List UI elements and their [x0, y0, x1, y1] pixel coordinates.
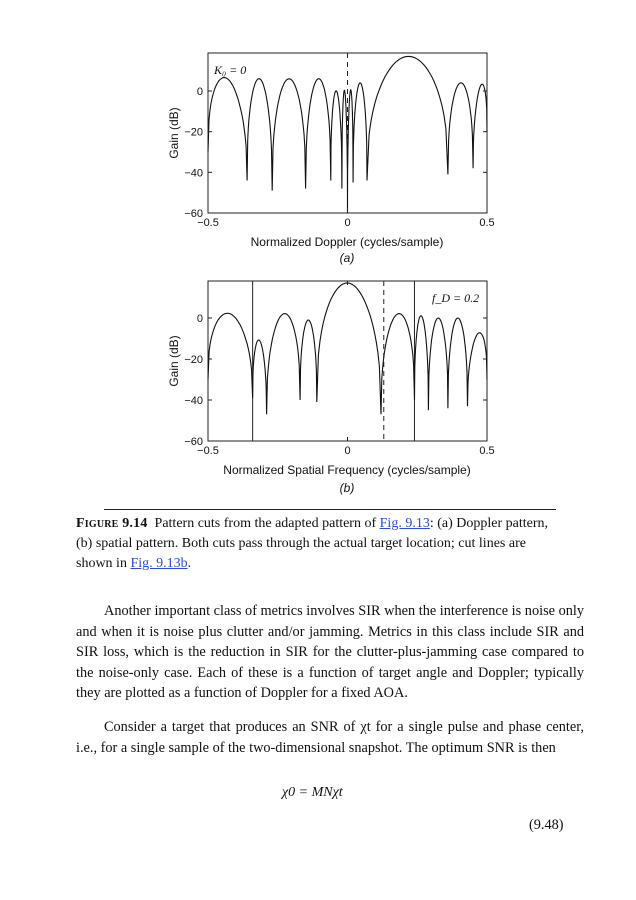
body-paragraph-2: Consider a target that produces an SNR of χt for a single pulse and phase center, i.e., for a single sample of the two-dimensional snapshot. The optimum SNR is then — [76, 719, 584, 756]
panel-label-b: (b) — [339, 481, 355, 495]
caption-text-1: Pattern cuts from the adapted pattern of — [147, 516, 380, 531]
x-axis-label-b: Normalized Spatial Frequency (cycles/sample) — [223, 463, 471, 477]
y-tick-label: −20 — [184, 354, 203, 366]
x-axis-label-a: Normalized Doppler (cycles/sample) — [250, 235, 444, 249]
x-tick-label: 0.5 — [479, 217, 495, 229]
y-tick-label: −40 — [184, 167, 203, 180]
y-tick-label: 0 — [196, 313, 203, 325]
y-tick-label: −40 — [184, 395, 203, 407]
caption-text-2: : (a) Doppler pattern, (b) spatial pattern. Both cuts pass through the actual target location; cut lines are shown in — [76, 516, 549, 571]
y-axis-label-b: Gain (dB) — [167, 335, 181, 387]
x-tick-label: −0.5 — [197, 217, 219, 229]
caption-text-3: . — [187, 556, 192, 571]
x-tick-label: 0 — [344, 445, 351, 457]
equation-number: (9.48) — [529, 817, 564, 833]
x-tick-label: 0.5 — [479, 445, 495, 457]
figure-label: Figure 9.14 — [76, 516, 148, 531]
y-tick-label: −60 — [184, 208, 203, 220]
y-tick-label: 0 — [196, 86, 203, 98]
annotation-fd: f_D = 0.2 — [432, 291, 480, 305]
x-tick-label: −0.5 — [197, 445, 219, 457]
x-tick-label: 0 — [344, 217, 351, 229]
link-fig-9-13b[interactable]: Fig. 9.13b — [130, 556, 188, 571]
y-axis-label-a: Gain (dB) — [167, 107, 181, 159]
equation-9-48: χ0 = MNχt — [282, 785, 343, 800]
chart-panel-a — [167, 53, 495, 265]
y-tick-label: −20 — [184, 126, 203, 139]
annotation-k0: K₀ = 0 — [214, 63, 247, 77]
body-paragraph-1: Another important class of metrics involves SIR when the interference is noise only and when it is noise plus clutter and/or jamming. Metrics in this class include SIR and SIR loss, which is the reduction in SIR for the clutter-plus-jamming case compared to the noise-only case. Each of these is a function of target angle and Doppler; typically they are plotted as a function of Doppler for a fixed AOA. — [76, 603, 584, 702]
link-fig-9-13[interactable]: Fig. 9.13 — [379, 516, 430, 531]
chart-panel-b — [167, 281, 495, 495]
figure-caption — [76, 514, 560, 574]
panel-label-a: (a) — [339, 251, 355, 265]
y-tick-label: −60 — [184, 436, 203, 448]
caption-rule — [104, 509, 556, 510]
plot-frame-b — [208, 281, 487, 441]
